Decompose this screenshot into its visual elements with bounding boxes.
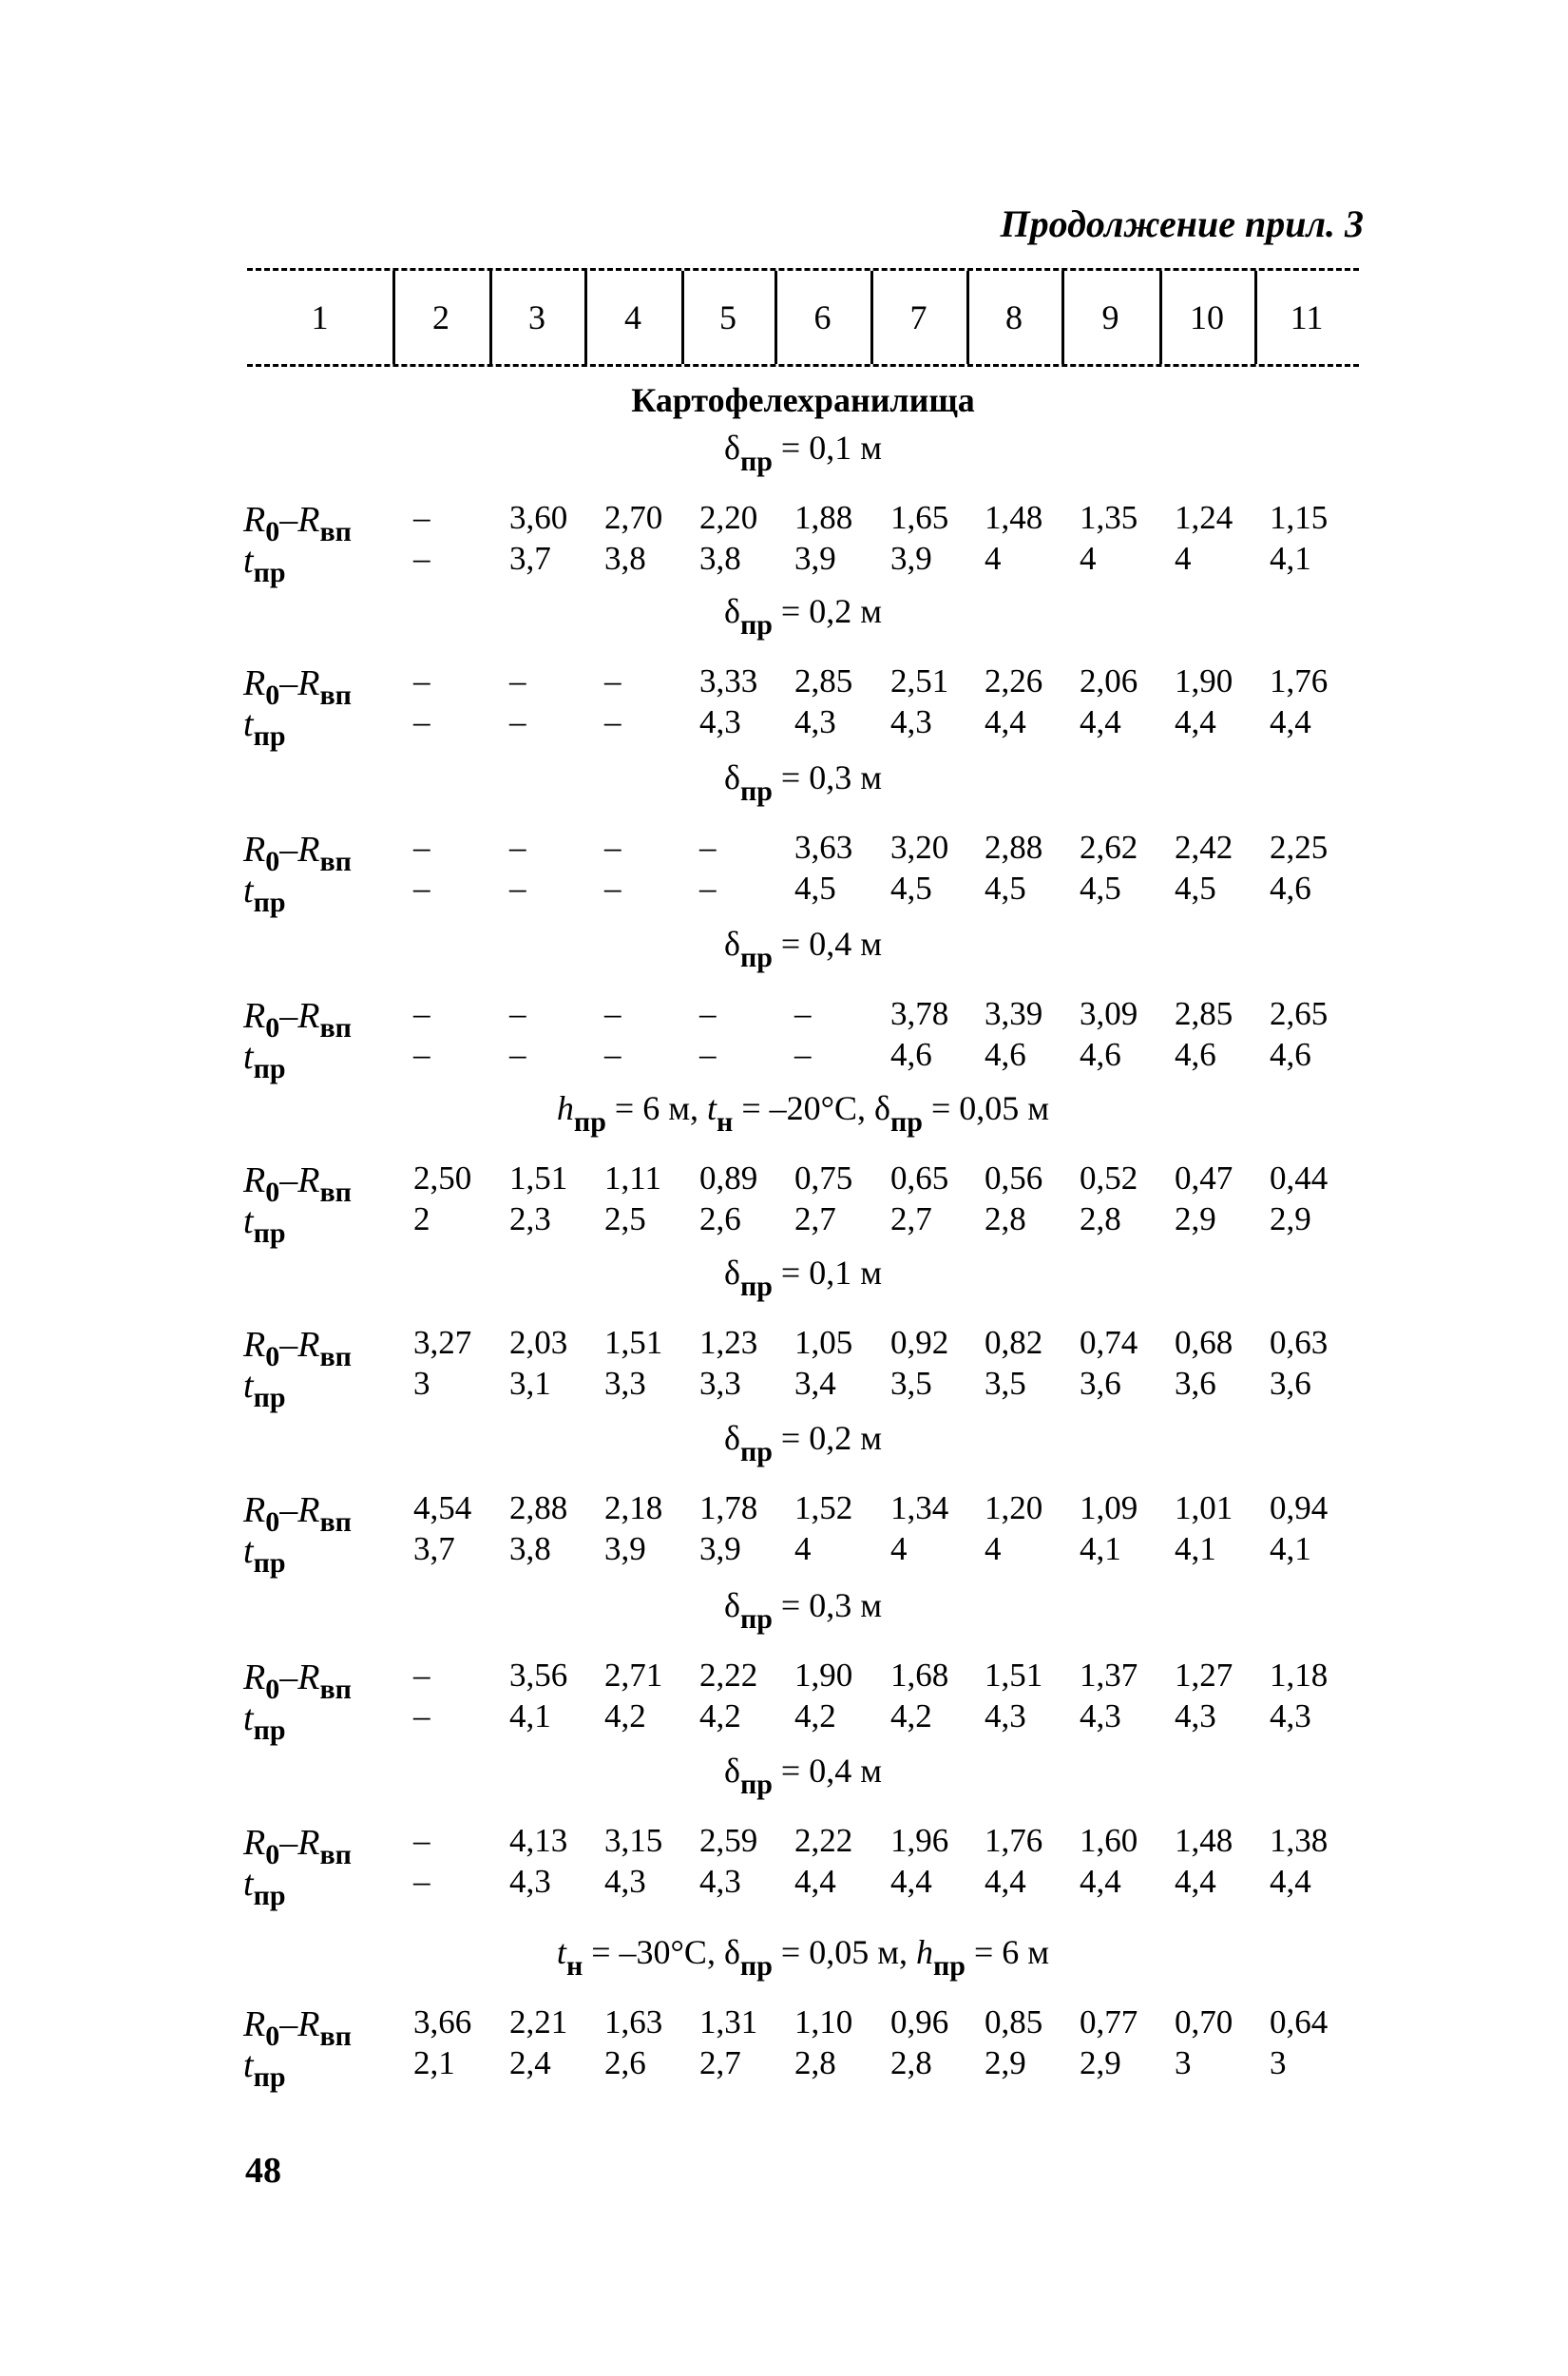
cell-value: 2,7 — [794, 1200, 836, 1237]
cell-value: 1,51 — [604, 1324, 663, 1361]
cell-value: 4,3 — [1270, 1697, 1311, 1734]
cell-value: – — [413, 829, 430, 866]
cell-value: 3,3 — [604, 1365, 646, 1402]
row-label-r0-rvp: $R_0-R_{вп}$ — [243, 663, 352, 711]
cell-value: 4,5 — [794, 870, 836, 907]
cell-value: 4,5 — [985, 870, 1026, 907]
cell-value: 1,68 — [890, 1657, 949, 1694]
cell-value: 2,03 — [509, 1324, 568, 1361]
table-row — [0, 1822, 1568, 1870]
cell-value: 4,3 — [699, 1863, 741, 1900]
cell-value: 4,3 — [1175, 1697, 1216, 1734]
cell-value: 4,4 — [1080, 703, 1121, 740]
cell-value: 4,3 — [985, 1697, 1026, 1734]
condition-heading: $\delta_{пр} = 0,1$ м — [723, 429, 883, 477]
cell-value: 2,9 — [1175, 1200, 1216, 1237]
cell-value: 3 — [1270, 2044, 1287, 2081]
cell-value: 2,22 — [699, 1657, 758, 1694]
cell-value: 2,22 — [794, 1822, 853, 1859]
cell-value: 1,35 — [1080, 499, 1138, 536]
cell-value: 4,6 — [890, 1036, 932, 1073]
condition-heading: $\delta_{пр} = 0,3$ м — [723, 1586, 883, 1635]
cell-value: 3,8 — [509, 1530, 551, 1567]
table-row — [0, 1365, 1568, 1413]
column-separator — [584, 271, 587, 364]
cell-value: 1,31 — [699, 2003, 758, 2041]
cell-value: 1,96 — [890, 1822, 949, 1859]
cell-value: 1,90 — [794, 1657, 853, 1694]
cell-value: 3,15 — [604, 1822, 663, 1859]
cell-value: – — [413, 662, 430, 699]
column-separator — [870, 271, 873, 364]
cell-value: 3,7 — [413, 1530, 455, 1567]
cell-value: 3,6 — [1080, 1365, 1121, 1402]
column-header-9: 9 — [1101, 298, 1119, 336]
cell-value: 0,82 — [985, 1324, 1043, 1361]
table-row — [0, 540, 1568, 588]
cell-value: – — [794, 1036, 812, 1073]
cell-value: 4 — [1080, 540, 1097, 577]
cell-value: 1,60 — [1080, 1822, 1138, 1859]
row-label-t-pr: $t_{пр}$ — [243, 1698, 286, 1746]
table-row — [0, 499, 1568, 547]
cell-value: 4 — [985, 1530, 1002, 1567]
column-separator — [966, 271, 969, 364]
cell-value: 3,66 — [413, 2003, 472, 2041]
table-row — [0, 1324, 1568, 1372]
cell-value: 4,4 — [794, 1863, 836, 1900]
cell-value: 0,63 — [1270, 1324, 1329, 1361]
cell-value: 3,9 — [890, 540, 932, 577]
cell-value: 2,42 — [1175, 829, 1233, 866]
cell-value: 3 — [413, 1365, 430, 1402]
table-row — [0, 995, 1568, 1044]
running-head: Продолжение прил. 3 — [1000, 202, 1364, 245]
cell-value: 0,92 — [890, 1324, 949, 1361]
cell-value: 4,4 — [1080, 1863, 1121, 1900]
cell-value: 2,7 — [699, 2044, 741, 2081]
cell-value: 4,5 — [890, 870, 932, 907]
cell-value: 2,71 — [604, 1657, 663, 1694]
row-label-t-pr: $t_{пр}$ — [243, 541, 286, 588]
cell-value: 3,39 — [985, 995, 1043, 1032]
cell-value: 2,9 — [1080, 2044, 1121, 2081]
column-header-10: 10 — [1190, 298, 1224, 336]
cell-value: – — [604, 703, 621, 740]
cell-value: 3,56 — [509, 1657, 568, 1694]
cell-value: 4,2 — [699, 1697, 741, 1734]
condition-heading: $\delta_{пр} = 0,2$ м — [723, 1419, 883, 1467]
cell-value: 3 — [1175, 2044, 1192, 2081]
cell-value: 0,74 — [1080, 1324, 1138, 1361]
cell-value: 1,24 — [1175, 499, 1233, 536]
cell-value: 1,01 — [1175, 1489, 1233, 1526]
row-label-t-pr: $t_{пр}$ — [243, 2045, 286, 2093]
cell-value: – — [413, 703, 430, 740]
cell-value: – — [413, 1657, 430, 1694]
cell-value: – — [413, 1822, 430, 1859]
cell-value: – — [699, 1036, 717, 1073]
cell-value: – — [413, 540, 430, 577]
cell-value: 2,50 — [413, 1159, 472, 1197]
cell-value: 2,6 — [699, 1200, 741, 1237]
row-label-t-pr: $t_{пр}$ — [243, 1201, 286, 1249]
condition-heading: $\delta_{пр} = 0,1$ м — [723, 1254, 883, 1302]
cell-value: 3,6 — [1175, 1365, 1216, 1402]
cell-value: 2,3 — [509, 1200, 551, 1237]
cell-value: 0,65 — [890, 1159, 949, 1197]
column-separator — [681, 271, 684, 364]
cell-value: 1,52 — [794, 1489, 853, 1526]
cell-value: 0,70 — [1175, 2003, 1233, 2041]
cell-value: – — [604, 829, 621, 866]
cell-value: 0,77 — [1080, 2003, 1138, 2041]
cell-value: 2,8 — [985, 1200, 1026, 1237]
cell-value: 2,4 — [509, 2044, 551, 2081]
row-label-r0-rvp: $R_0-R_{вп}$ — [243, 1160, 352, 1208]
cell-value: 4,54 — [413, 1489, 472, 1526]
cell-value: 2,25 — [1270, 829, 1329, 866]
row-label-t-pr: $t_{пр}$ — [243, 871, 286, 918]
row-label-r0-rvp: $R_0-R_{вп}$ — [243, 1657, 352, 1705]
cell-value: 1,90 — [1175, 662, 1233, 699]
cell-value: 4,4 — [1175, 1863, 1216, 1900]
cell-value: 3,5 — [985, 1365, 1026, 1402]
cell-value: – — [699, 870, 717, 907]
cell-value: – — [509, 703, 526, 740]
cell-value: 1,76 — [985, 1822, 1043, 1859]
column-header-1: 1 — [311, 298, 329, 336]
condition-heading: $\delta_{пр} = 0,4$ м — [723, 925, 883, 973]
condition-heading: $\delta_{пр} = 0,4$ м — [723, 1752, 883, 1800]
column-header-3: 3 — [528, 298, 545, 336]
cell-value: 4,1 — [509, 1697, 551, 1734]
row-label-t-pr: $t_{пр}$ — [243, 1531, 286, 1579]
column-header-7: 7 — [909, 298, 927, 336]
cell-value: 0,85 — [985, 2003, 1043, 2041]
column-separator — [489, 271, 492, 364]
column-header-row — [247, 268, 1359, 367]
column-header-4: 4 — [624, 298, 641, 336]
cell-value: 4,3 — [699, 703, 741, 740]
cell-value: 4 — [794, 1530, 812, 1567]
condition-heading: $t_н = -30^\circ C$, $\delta_{пр} = 0,05$ м, $h_{пр} = 6$ м — [556, 1933, 1050, 1982]
cell-value: 2,1 — [413, 2044, 455, 2081]
cell-value: 3,9 — [604, 1530, 646, 1567]
cell-value: 3,63 — [794, 829, 853, 866]
cell-value: 1,78 — [699, 1489, 758, 1526]
cell-value: 2,06 — [1080, 662, 1138, 699]
cell-value: – — [699, 829, 717, 866]
cell-value: 4 — [1175, 540, 1192, 577]
cell-value: 2,88 — [985, 829, 1043, 866]
cell-value: – — [699, 995, 717, 1032]
cell-value: 4,6 — [985, 1036, 1026, 1073]
cell-value: 4,5 — [1175, 870, 1216, 907]
cell-value: 2,59 — [699, 1822, 758, 1859]
cell-value: 4,1 — [1270, 1530, 1311, 1567]
cell-value: 1,38 — [1270, 1822, 1329, 1859]
cell-value: 4,2 — [604, 1697, 646, 1734]
cell-value: 2,51 — [890, 662, 949, 699]
cell-value: 3,9 — [699, 1530, 741, 1567]
cell-value: 4,4 — [1270, 703, 1311, 740]
cell-value: 0,89 — [699, 1159, 758, 1197]
cell-value: 4,4 — [985, 703, 1026, 740]
cell-value: 3,09 — [1080, 995, 1138, 1032]
column-header-8: 8 — [1005, 298, 1023, 336]
row-label-r0-rvp: $R_0-R_{вп}$ — [243, 1325, 352, 1372]
cell-value: 2,88 — [509, 1489, 568, 1526]
cell-value: 3,6 — [1270, 1365, 1311, 1402]
column-separator — [1254, 271, 1257, 364]
cell-value: – — [509, 1036, 526, 1073]
cell-value: 2,20 — [699, 499, 758, 536]
cell-value: 4,4 — [890, 1863, 932, 1900]
cell-value: 1,34 — [890, 1489, 949, 1526]
cell-value: 2,70 — [604, 499, 663, 536]
cell-value: 1,76 — [1270, 662, 1329, 699]
cell-value: 0,64 — [1270, 2003, 1329, 2041]
table-row — [0, 1697, 1568, 1746]
cell-value: – — [509, 662, 526, 699]
cell-value: 2,7 — [890, 1200, 932, 1237]
row-label-t-pr: $t_{пр}$ — [243, 1037, 286, 1084]
row-label-r0-rvp: $R_0-R_{вп}$ — [243, 1490, 352, 1538]
table-row — [0, 703, 1568, 752]
cell-value: 1,63 — [604, 2003, 663, 2041]
cell-value: 1,10 — [794, 2003, 853, 2041]
cell-value: 4,6 — [1080, 1036, 1121, 1073]
cell-value: – — [509, 995, 526, 1032]
row-label-r0-rvp: $R_0-R_{вп}$ — [243, 1823, 352, 1870]
column-separator — [1061, 271, 1064, 364]
cell-value: 1,15 — [1270, 499, 1329, 536]
cell-value: 4,1 — [1270, 540, 1311, 577]
cell-value: 4,13 — [509, 1822, 568, 1859]
cell-value: 4 — [985, 540, 1002, 577]
cell-value: 4,3 — [1080, 1697, 1121, 1734]
table-row — [0, 1530, 1568, 1579]
row-label-t-pr: $t_{пр}$ — [243, 1366, 286, 1413]
table-row — [0, 1489, 1568, 1538]
cell-value: – — [413, 499, 430, 536]
cell-value: 4,3 — [794, 703, 836, 740]
cell-value: 1,37 — [1080, 1657, 1138, 1694]
column-header-2: 2 — [432, 298, 449, 336]
column-separator — [774, 271, 777, 364]
cell-value: – — [604, 662, 621, 699]
cell-value: 0,52 — [1080, 1159, 1138, 1197]
cell-value: 1,11 — [604, 1159, 661, 1197]
cell-value: 4,1 — [1080, 1530, 1121, 1567]
cell-value: – — [604, 995, 621, 1032]
cell-value: 4,3 — [509, 1863, 551, 1900]
cell-value: 4,6 — [1175, 1036, 1216, 1073]
cell-value: 3,1 — [509, 1365, 551, 1402]
row-label-r0-rvp: $R_0-R_{вп}$ — [243, 500, 352, 547]
cell-value: 3,27 — [413, 1324, 472, 1361]
table-row — [0, 829, 1568, 877]
cell-value: 1,65 — [890, 499, 949, 536]
table-row — [0, 1036, 1568, 1084]
cell-value: 3,7 — [509, 540, 551, 577]
cell-value: 4,3 — [890, 703, 932, 740]
cell-value: 2,26 — [985, 662, 1043, 699]
condition-heading: $\delta_{пр} = 0,2$ м — [723, 592, 883, 641]
cell-value: – — [413, 1697, 430, 1734]
cell-value: 3,33 — [699, 662, 758, 699]
cell-value: – — [604, 1036, 621, 1073]
cell-value: 2,9 — [985, 2044, 1026, 2081]
table-row — [0, 1200, 1568, 1249]
cell-value: 0,44 — [1270, 1159, 1329, 1197]
cell-value: 3,8 — [604, 540, 646, 577]
page-number: 48 — [245, 2151, 281, 2191]
cell-value: 1,48 — [1175, 1822, 1233, 1859]
cell-value: 0,75 — [794, 1159, 853, 1197]
cell-value: 1,18 — [1270, 1657, 1329, 1694]
cell-value: 2,6 — [604, 2044, 646, 2081]
cell-value: 1,48 — [985, 499, 1043, 536]
cell-value: – — [413, 870, 430, 907]
table-row — [0, 1863, 1568, 1911]
cell-value: 4,2 — [794, 1697, 836, 1734]
cell-value: 3,60 — [509, 499, 568, 536]
cell-value: – — [794, 995, 812, 1032]
cell-value: 1,05 — [794, 1324, 853, 1361]
cell-value: 2,9 — [1270, 1200, 1311, 1237]
cell-value: 4,6 — [1270, 870, 1311, 907]
cell-value: 4,6 — [1270, 1036, 1311, 1073]
cell-value: 3,78 — [890, 995, 949, 1032]
cell-value: 0,47 — [1175, 1159, 1233, 1197]
column-header-6: 6 — [813, 298, 832, 336]
cell-value: 4,4 — [985, 1863, 1026, 1900]
cell-value: 1,23 — [699, 1324, 758, 1361]
cell-value: 4 — [890, 1530, 908, 1567]
cell-value: 2,65 — [1270, 995, 1329, 1032]
table-row — [0, 1159, 1568, 1208]
cell-value: 2,62 — [1080, 829, 1138, 866]
cell-value: 4,4 — [1175, 703, 1216, 740]
cell-value: – — [509, 829, 526, 866]
cell-value: 3,9 — [794, 540, 836, 577]
row-label-t-pr: $t_{пр}$ — [243, 704, 286, 752]
cell-value: 3,3 — [699, 1365, 741, 1402]
table-row — [0, 2003, 1568, 2052]
section-title: Картофелехранилища — [631, 381, 975, 419]
table-row — [0, 662, 1568, 711]
cell-value: 1,51 — [985, 1657, 1043, 1694]
cell-value: – — [413, 1863, 430, 1900]
column-header-5: 5 — [719, 298, 736, 336]
column-separator — [392, 271, 395, 364]
cell-value: – — [604, 870, 621, 907]
cell-value: 2,21 — [509, 2003, 568, 2041]
cell-value: 0,94 — [1270, 1489, 1329, 1526]
cell-value: 4,5 — [1080, 870, 1121, 907]
row-label-r0-rvp: $R_0-R_{вп}$ — [243, 2004, 352, 2052]
cell-value: 0,96 — [890, 2003, 949, 2041]
cell-value: 1,27 — [1175, 1657, 1233, 1694]
cell-value: 2,18 — [604, 1489, 663, 1526]
cell-value: 2,8 — [890, 2044, 932, 2081]
cell-value: 2,8 — [1080, 1200, 1121, 1237]
cell-value: – — [413, 995, 430, 1032]
cell-value: 1,20 — [985, 1489, 1043, 1526]
row-label-r0-rvp: $R_0-R_{вп}$ — [243, 996, 352, 1044]
cell-value: 3,5 — [890, 1365, 932, 1402]
table-row — [0, 1657, 1568, 1705]
condition-heading: $\delta_{пр} = 0,3$ м — [723, 758, 883, 807]
condition-heading: $h_{пр} = 6$ м, $t_н = -20^\circ C$, $\delta_{пр} = 0,05$ м — [556, 1089, 1050, 1138]
row-label-t-pr: $t_{пр}$ — [243, 1864, 286, 1911]
cell-value: 2,85 — [1175, 995, 1233, 1032]
cell-value: – — [413, 1036, 430, 1073]
table-row — [0, 870, 1568, 918]
table-row — [0, 2044, 1568, 2093]
cell-value: 4,2 — [890, 1697, 932, 1734]
cell-value: 2,5 — [604, 1200, 646, 1237]
cell-value: 2,85 — [794, 662, 853, 699]
cell-value: 1,09 — [1080, 1489, 1138, 1526]
cell-value: 4,3 — [604, 1863, 646, 1900]
cell-value: 3,20 — [890, 829, 949, 866]
cell-value: 1,88 — [794, 499, 853, 536]
cell-value: 2 — [413, 1200, 430, 1237]
cell-value: 0,56 — [985, 1159, 1043, 1197]
cell-value: 0,68 — [1175, 1324, 1233, 1361]
column-header-11: 11 — [1290, 298, 1324, 336]
cell-value: 4,4 — [1270, 1863, 1311, 1900]
cell-value: 3,8 — [699, 540, 741, 577]
cell-value: 1,51 — [509, 1159, 568, 1197]
column-separator — [1159, 271, 1162, 364]
cell-value: 4,1 — [1175, 1530, 1216, 1567]
row-label-r0-rvp: $R_0-R_{вп}$ — [243, 830, 352, 877]
cell-value: 2,8 — [794, 2044, 836, 2081]
cell-value: 3,4 — [794, 1365, 836, 1402]
cell-value: – — [509, 870, 526, 907]
